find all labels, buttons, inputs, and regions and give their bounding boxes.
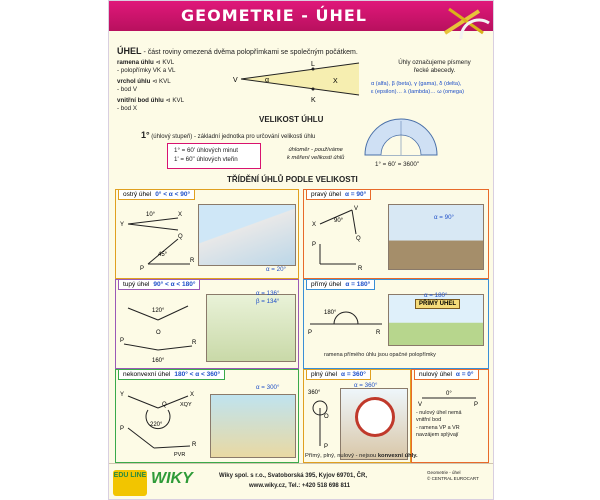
acute-alpha: α = 20°: [266, 266, 286, 273]
full-alpha: α = 360°: [354, 382, 378, 389]
reflex-illustration: [210, 394, 296, 458]
full-circle-note: 1° = 60' = 3600": [375, 161, 420, 168]
straight-alpha: α = 180°: [424, 292, 448, 299]
svg-text:XQY: XQY: [180, 402, 192, 408]
svg-text:R: R: [358, 266, 363, 272]
bottom-note: Přímý, plný, nulový - nejsou konvexní úhly.: [305, 453, 418, 459]
acute-angle-panel: [115, 189, 299, 279]
svg-text:0°: 0°: [446, 391, 452, 397]
null-diagram: [416, 388, 486, 408]
conversion-box: [167, 143, 261, 169]
greek-note: Úhly označujeme písmeny řecké abecedy.: [398, 59, 471, 75]
diagram-x-label: X: [333, 78, 338, 85]
eduline-logo: EDU LINE: [113, 470, 147, 496]
svg-text:O: O: [324, 414, 329, 420]
svg-text:P: P: [120, 426, 125, 432]
conversion-line-1: 1° = 60' úhlových minut: [174, 147, 239, 154]
definition-line: ÚHEL - část roviny omezená dvěma polopřímkami se společným počátkem.: [117, 46, 358, 56]
straight-sign: PŘÍMÝ ÚHEL: [415, 299, 460, 309]
vnitrni-block: vnitřní bod úhlu ⊲ KVL - bod X: [117, 97, 185, 113]
greek-list: α (alfa), β (beta), γ (gama), δ (delta), ε (epsilon)… λ (lambda)… ω (omega): [371, 81, 464, 95]
web-line: www.wiky.cz, Tel.: +420 518 698 811: [249, 483, 351, 489]
header-bar: [109, 1, 494, 31]
svg-text:90°: 90°: [334, 218, 344, 224]
protractor-note: úhloměr - používáme k měření velikosti úhlů: [287, 147, 345, 161]
svg-text:Q: Q: [356, 236, 361, 242]
svg-text:R: R: [190, 258, 195, 264]
reflex-diagram: [118, 384, 204, 460]
svg-text:P: P: [140, 266, 145, 272]
full-angle-panel: [303, 369, 411, 463]
size-title: VELIKOST ÚHLU: [259, 115, 324, 124]
obtuse-label: tupý úhel 90° < α < 180°: [118, 279, 200, 290]
obtuse-illustration: [206, 294, 296, 362]
diagram-k-label: K: [311, 97, 316, 104]
obtuse-alpha: α = 136°: [256, 290, 280, 297]
acute-illustration: [198, 204, 296, 266]
svg-text:R: R: [376, 330, 381, 336]
svg-text:P: P: [308, 330, 313, 336]
poster: [108, 0, 494, 500]
svg-text:160°: 160°: [152, 358, 165, 364]
svg-text:220°: 220°: [150, 422, 163, 428]
svg-text:P: P: [324, 444, 329, 450]
acute-label: ostrý úhel 0° < α < 90°: [118, 189, 195, 200]
acute-diagram: [118, 204, 198, 274]
right-angle-panel: [303, 189, 489, 279]
wiky-logo: WIKY: [151, 470, 193, 487]
obtuse-beta: β = 134°: [256, 298, 280, 305]
svg-text:PVR: PVR: [174, 452, 186, 458]
ramena-block: ramena úhlu ⊲ KVL - polopřímky VK a VL: [117, 59, 176, 75]
svg-text:P: P: [474, 402, 479, 408]
svg-text:120°: 120°: [152, 308, 165, 314]
svg-text:V: V: [418, 402, 423, 408]
diagram-alpha-label: α: [265, 77, 270, 84]
full-illustration: [340, 388, 408, 460]
vrchol-block: vrchol úhlu ⊲ KVL - bod V: [117, 78, 171, 94]
classification-title: TŘÍDĚNÍ ÚHLŮ PODLE VELIKOSTI: [227, 175, 358, 184]
code-block: Geometrie - úhel © CENTRAL EUROCART: [427, 470, 479, 482]
full-diagram: [306, 386, 336, 456]
straight-note: ramena přímého úhlu jsou opačné polopřímky: [324, 352, 436, 358]
svg-text:180°: 180°: [324, 310, 337, 316]
svg-text:P: P: [120, 338, 125, 344]
diagram-l-label: L: [311, 61, 315, 68]
svg-text:X: X: [190, 392, 195, 398]
svg-text:R: R: [192, 340, 197, 346]
svg-text:45°: 45°: [158, 252, 168, 258]
straight-label: přímý úhel α = 180°: [306, 279, 375, 290]
obtuse-angle-panel: [115, 279, 299, 369]
reflex-label: nekonvexní úhel 180° < α < 360°: [118, 369, 225, 380]
right-label: pravý úhel α = 90°: [306, 189, 371, 200]
null-label: nulový úhel α = 0°: [414, 369, 479, 380]
null-angle-panel: [411, 369, 489, 463]
svg-text:V: V: [354, 206, 359, 212]
straight-diagram: [306, 294, 386, 354]
svg-text:X: X: [312, 222, 317, 228]
full-label: plný úhel α = 360°: [306, 369, 371, 380]
protractor-drawing: [361, 113, 441, 159]
svg-text:Y: Y: [120, 392, 125, 398]
conversion-line-2: 1' = 60" úhlových vteřin: [174, 156, 238, 163]
straight-angle-panel: [303, 279, 489, 369]
svg-text:X: X: [178, 212, 183, 218]
svg-text:360°: 360°: [308, 390, 321, 396]
page-title: GEOMETRIE - ÚHEL: [181, 6, 367, 25]
right-diagram: [306, 204, 386, 274]
svg-text:O: O: [156, 330, 161, 336]
obtuse-diagram: [118, 294, 198, 364]
publisher-line: Wiky spol. s r.o., Svatoborská 395, Kyjov 69701, ČR,: [219, 473, 368, 479]
right-alpha: α = 90°: [434, 214, 454, 221]
clock-icon: [355, 397, 395, 437]
angle-diagram: [229, 57, 369, 107]
svg-text:Q: Q: [178, 234, 183, 240]
reflex-alpha: α = 300°: [256, 384, 280, 391]
svg-text:Y: Y: [120, 222, 125, 228]
svg-text:Q: Q: [162, 402, 167, 408]
footer: [109, 463, 494, 500]
null-note: - nulový úhel nemá vnitřní bod - ramena VP a VR navzájem splývají: [416, 410, 462, 438]
reflex-angle-panel: [115, 369, 299, 463]
svg-text:P: P: [312, 242, 317, 248]
straight-illustration: [388, 294, 484, 346]
svg-text:R: R: [192, 442, 197, 448]
protractor-icon: [439, 3, 494, 43]
svg-text:10°: 10°: [146, 212, 156, 218]
degree-definition: 1° (úhlový stupeň) - základní jednotka pro určování velikosti úhlu: [141, 130, 316, 140]
diagram-v-label: V: [233, 77, 238, 84]
